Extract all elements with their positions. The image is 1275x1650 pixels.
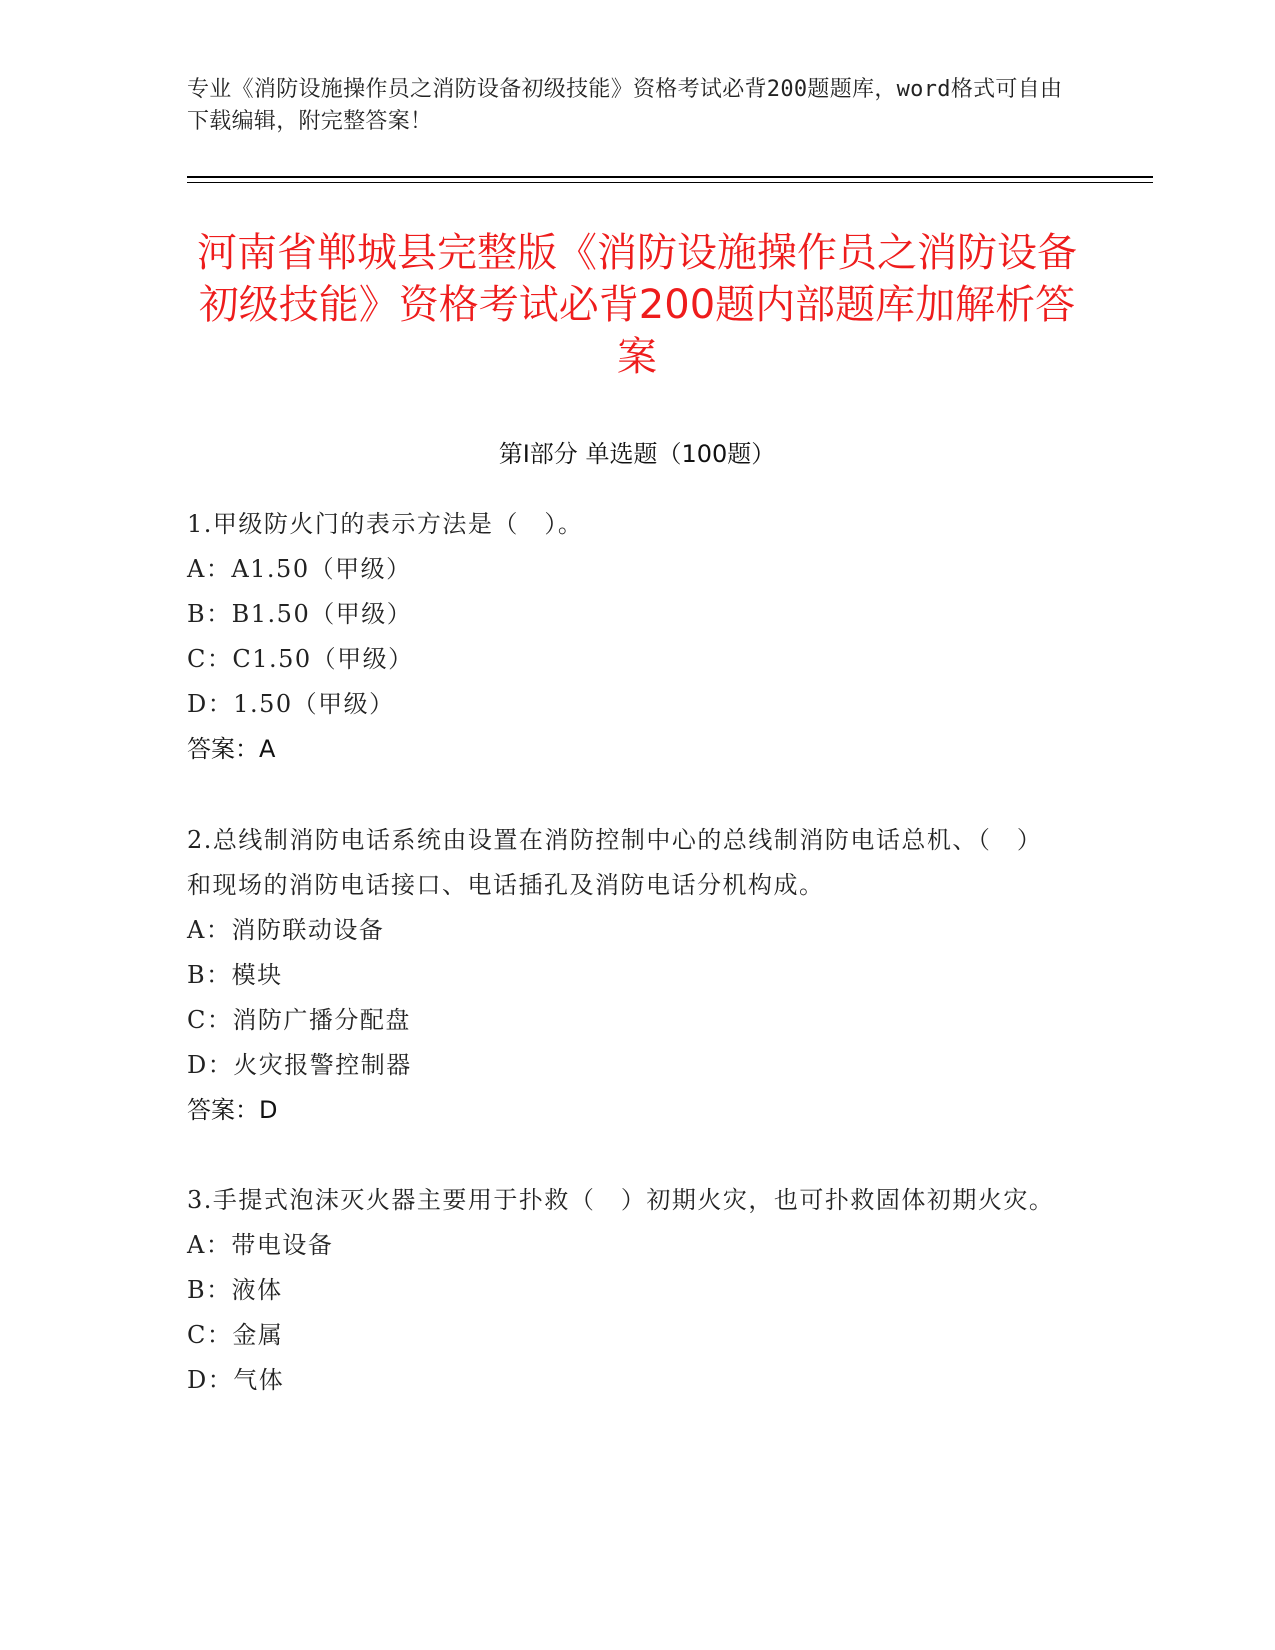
question-2 xyxy=(187,818,1067,1133)
answer: 答案：A xyxy=(187,735,276,763)
question-stem: 3.手提式泡沫灭火器主要用于扑救（ ）初期火灾，也可扑救固体初期火灾。 xyxy=(187,1186,1055,1214)
option-d: D：气体 xyxy=(187,1366,285,1394)
question-stem: 1.甲级防火门的表示方法是（ ）。 xyxy=(187,510,584,538)
option-b: B：模块 xyxy=(187,961,283,989)
question-1 xyxy=(187,502,1067,772)
option-c: C：金属 xyxy=(187,1321,284,1349)
option-b: B：液体 xyxy=(187,1276,283,1304)
option-a: A：A1.50（甲级） xyxy=(187,555,412,583)
option-a: A：带电设备 xyxy=(187,1231,334,1259)
header-note: 专业《消防设施操作员之消防设备初级技能》资格考试必背200题题库，word格式可自由下载编辑，附完整答案！ xyxy=(187,77,1063,134)
option-b: B：B1.50（甲级） xyxy=(187,600,413,628)
option-d: D：火灾报警控制器 xyxy=(187,1051,412,1079)
header-divider-thin xyxy=(187,182,1153,183)
option-c: C：消防广播分配盘 xyxy=(187,1006,411,1034)
option-d: D：1.50（甲级） xyxy=(187,690,395,718)
section-title: 第Ⅰ部分 单选题（100题） xyxy=(498,440,776,468)
document-title: 河南省郸城县完整版《消防设施操作员之消防设备初级技能》资格考试必背200题内部题库加解析答案 xyxy=(197,230,1077,380)
option-a: A：消防联动设备 xyxy=(187,916,385,944)
option-c: C：C1.50（甲级） xyxy=(187,645,414,673)
question-3 xyxy=(187,1178,1067,1403)
header-divider-thick xyxy=(187,176,1153,178)
answer: 答案：D xyxy=(187,1096,278,1124)
question-stem: 2.总线制消防电话系统由设置在消防控制中心的总线制消防电话总机、（ ）和现场的消防电话接口、电话插孔及消防电话分机构成。 xyxy=(187,826,1043,899)
